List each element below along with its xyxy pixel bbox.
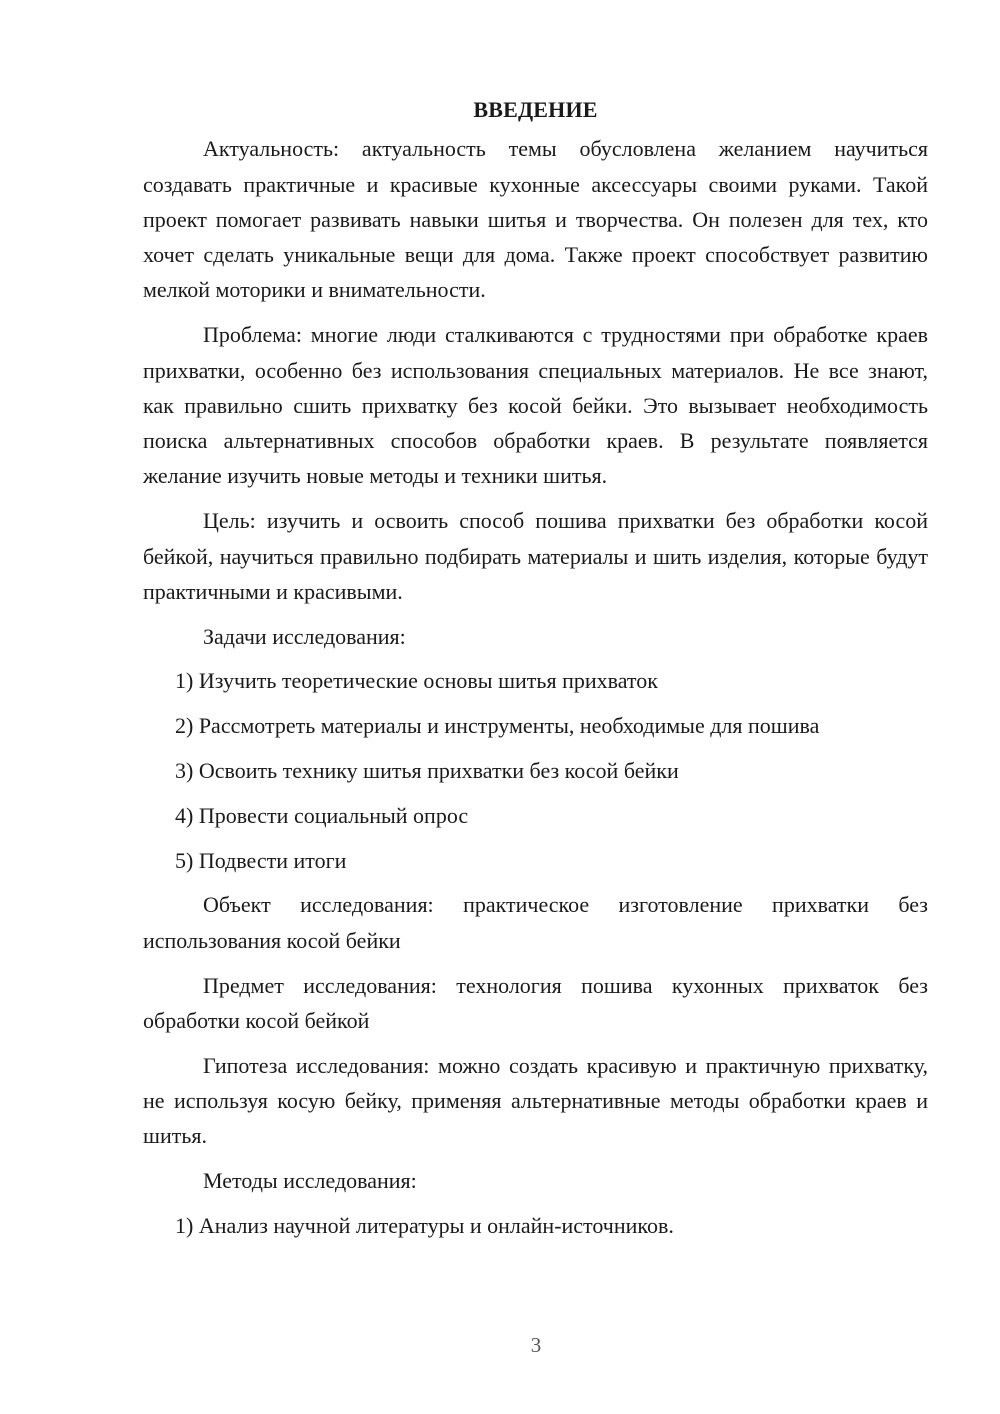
page-number: 3 [530,1333,542,1357]
task-item: 2) Рассмотреть материалы и инструменты, необходимые для пошива [175,713,820,739]
task-item: 1) Изучить теоретические основы шитья прихваток [175,668,658,694]
goal-paragraph: Цель: изучить и освоить способ пошива прихватки без обработки косой бейкой, научиться правильно подбирать материалы и шить изделия, которые будут практичными и красивыми. [143,508,928,604]
task-item: 5) Подвести итоги [175,847,347,873]
method-item: 1) Анализ научной литературы и онлайн-источников. [175,1212,674,1238]
page-content [143,92,928,1253]
relevance-paragraph: Актуальность: актуальность темы обусловлена желанием научиться создавать практичные и красивые кухонные аксессуары своими руками. Такой проект помогает развивать навыки шитья и творчества. Он полезен для тех, кто хочет сделать уникальные вещи для дома. Также проект способствует развитию мелкой моторики и внимательности. [143,136,928,303]
problem-paragraph: Проблема: многие люди сталкиваются с трудностями при обработке краев прихватки, особенно без использования специальных материалов. Не все знают, как правильно сшить прихватку без косой бейки. Это вызывает необходимость поиска альтернативных способов обработки краев. В результате появляется желание изучить новые методы и техники шитья. [143,322,928,489]
methods-heading: Методы исследования: [203,1168,417,1194]
section-title: ВВЕДЕНИЕ [473,97,598,122]
object-paragraph: Объект исследования: практическое изготовление прихватки без использования косой бейки [143,892,928,953]
task-item: 4) Провести социальный опрос [175,802,469,828]
subject-paragraph: Предмет исследования: технология пошива кухонных прихваток без обработки косой бейкой [143,972,928,1033]
task-item: 3) Освоить технику шитья прихватки без косой бейки [175,758,679,784]
tasks-heading: Задачи исследования: [203,623,406,649]
hypothesis-paragraph: Гипотеза исследования: можно создать красивую и практичную прихватку, не используя косую бейку, применяя альтернативные методы обработки краев и шитья. [143,1052,928,1149]
